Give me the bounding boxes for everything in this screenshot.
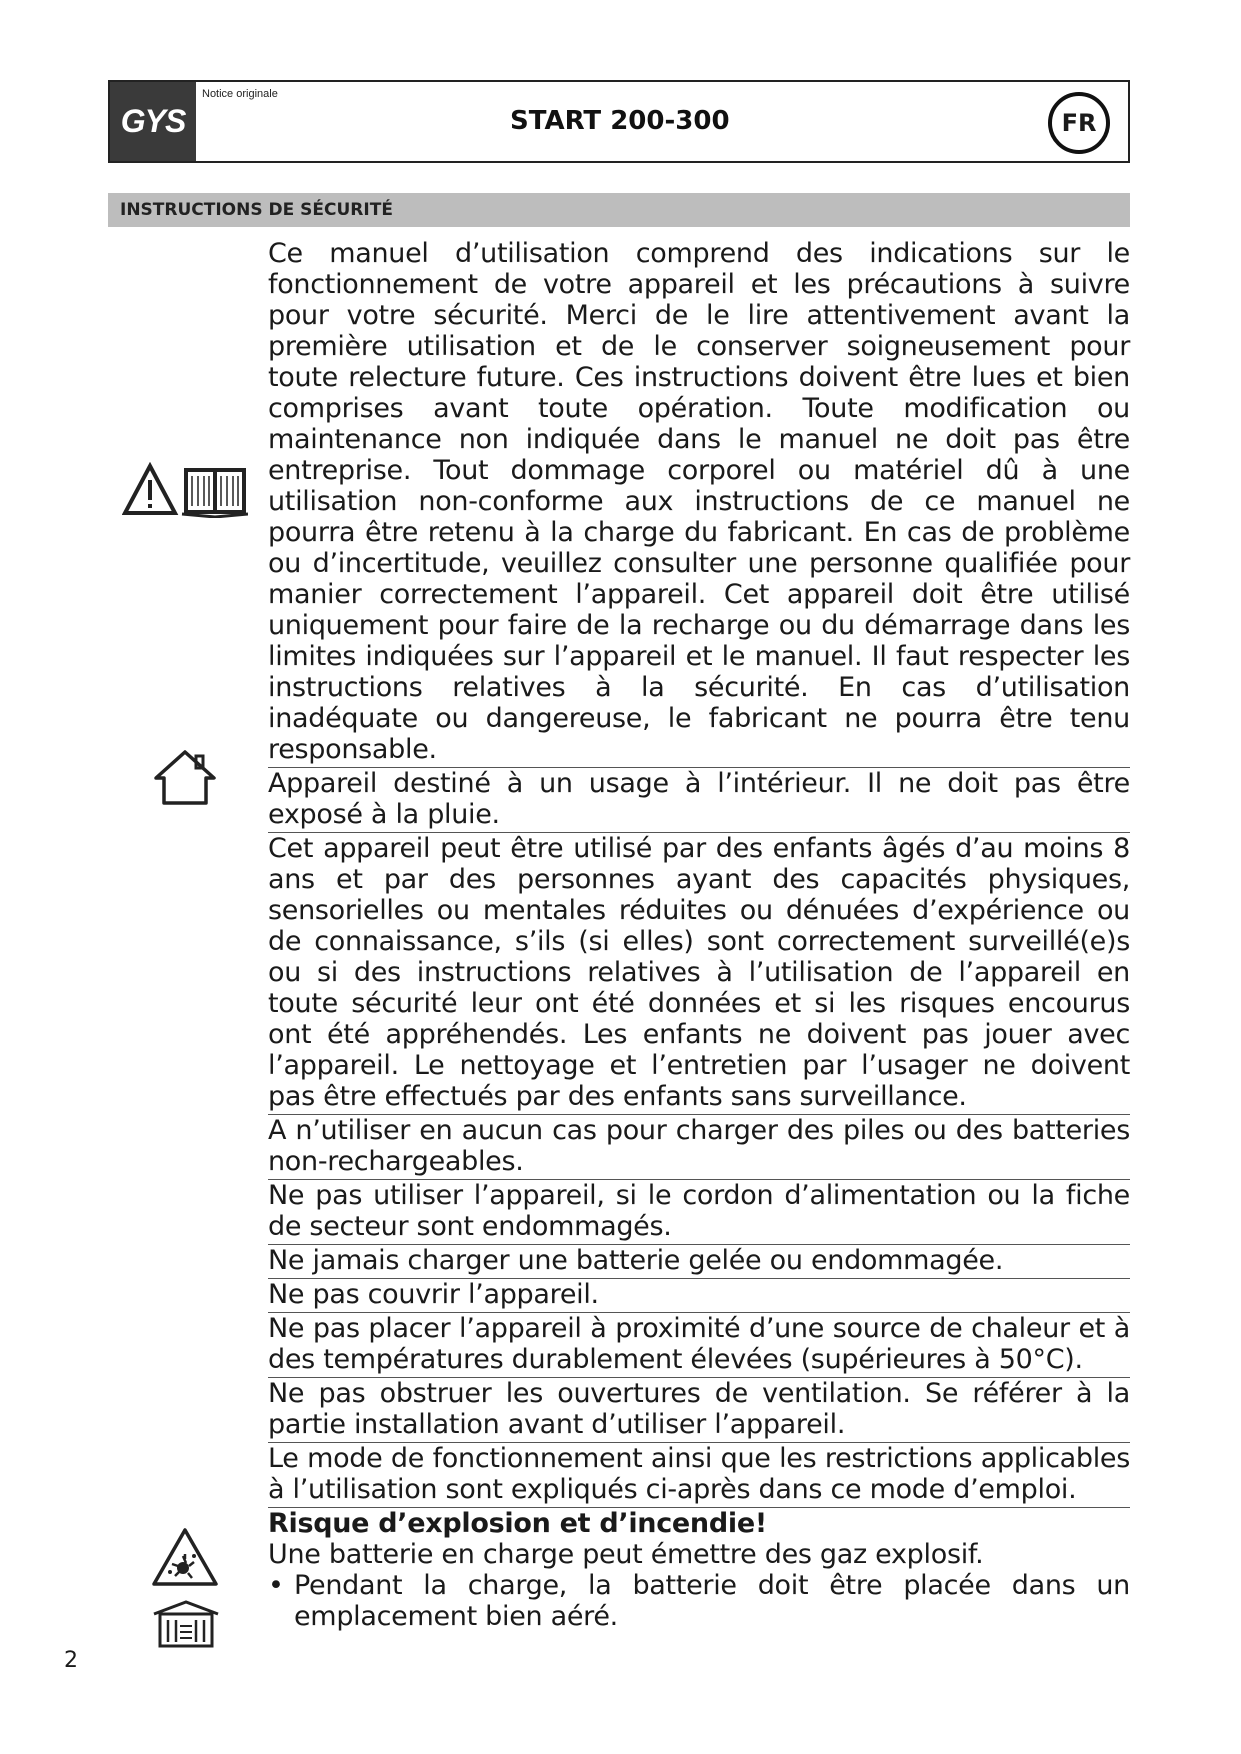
paragraph: Ce manuel d’utilisation comprend des indications sur le fonctionnement de votre appareil et les précautions à suivre pour votre sécurité. Merci de le lire attentivement avant la première utilisation et de le conserver soigneusement pour toute relecture future. Ces instructions doivent être lues et bien comprises avant toute opération. Toute modification ou maintenance non indiquée dans le manuel ne doit pas être entreprise. Tout dommage corporel ou matériel dû à une utilisation non-conforme aux instructions de ce manuel ne pourra être retenu à la charge du fabricant. En cas de problème ou d’incertitude, veuillez consulter une personne qualifiée pour manier correctement l’appareil. Cet appareil doit être utilisé uniquement pour faire de la recharge ou du démarrage dans les limites indiquées sur l’appareil et le manuel. Il faut respecter les instructions relatives à la sécurité. En cas d’utilisation inadéquate ou dangereuse, le fabricant ne pourra être tenu responsable. <box>268 238 1130 765</box>
logo-text: GYS <box>120 103 186 139</box>
indoor-house-icon <box>152 748 218 806</box>
paragraph: A n’utiliser en aucun cas pour charger des piles ou des batteries non-rechargeables. <box>268 1115 1130 1177</box>
page-number: 2 <box>64 1648 78 1673</box>
paragraph: Ne pas obstruer les ouvertures de ventilation. Se référer à la partie installation avant d’utiliser l’appareil. <box>268 1378 1130 1440</box>
power-cord-block <box>268 1180 1130 1245</box>
paragraph: Cet appareil peut être utilisé par des enfants âgés d’au moins 8 ans et par des personnes ayant des capacités physiques, sensorielles ou mentales réduites ou dénuées d’expérience ou de connaissance, s’ils (si elles) sont correctement surveillé(e)s ou si des instructions relatives à l’utilisation de l’appareil en toute sécurité leur ont été données et si les risques encourus ont été appréhendés. Les enfants ne doivent pas jouer avec l’appareil. Le nettoyage et l’entretien par l’usager ne doivent pas être effectués par des enfants sans surveillance. <box>268 833 1130 1112</box>
frozen-battery-block <box>268 1245 1130 1279</box>
children-block <box>268 833 1130 1115</box>
heat-source-block <box>268 1313 1130 1378</box>
ventilation-block <box>268 1378 1130 1443</box>
language-badge: FR <box>1048 92 1110 154</box>
section-header <box>108 193 1130 227</box>
notice-label: Notice originale <box>202 88 278 100</box>
model-title: START 200-300 <box>510 106 730 136</box>
warning-manual-icon <box>122 462 248 518</box>
cover-block <box>268 1279 1130 1313</box>
bullet-dot: • <box>268 1570 284 1601</box>
explosion-warning-icon <box>150 1526 220 1588</box>
explosion-title: Risque d’explosion et d’incendie! <box>268 1508 767 1539</box>
paragraph: Le mode de fonctionnement ainsi que les restrictions applicables à l’utilisation sont expliqués ci-après dans ce mode d’emploi. <box>268 1443 1130 1505</box>
list-item <box>268 1570 1130 1632</box>
paragraph: Ne jamais charger une batterie gelée ou endommagée. <box>268 1245 1004 1276</box>
document-header <box>108 80 1130 163</box>
indoor-use-block <box>268 768 1130 833</box>
paragraph: Appareil destiné à un usage à l’intérieur. Il ne doit pas être exposé à la pluie. <box>268 768 1130 830</box>
operation-mode-block <box>268 1443 1130 1508</box>
ventilation-icon <box>150 1598 222 1650</box>
manual-instructions-block <box>268 238 1130 768</box>
section-title: INSTRUCTIONS DE SÉCURITÉ <box>120 200 393 220</box>
gys-logo <box>110 82 196 161</box>
batteries-block <box>268 1115 1130 1180</box>
explosion-text: Une batterie en charge peut émettre des gaz explosif. <box>268 1539 984 1570</box>
explosion-block <box>268 1508 1130 1634</box>
paragraph: Ne pas utiliser l’appareil, si le cordon d’alimentation ou la fiche de secteur sont endommagés. <box>268 1180 1130 1242</box>
paragraph: Ne pas couvrir l’appareil. <box>268 1279 599 1310</box>
bullet-text: Pendant la charge, la batterie doit être placée dans un emplacement bien aéré. <box>294 1570 1130 1632</box>
paragraph: Ne pas placer l’appareil à proximité d’une source de chaleur et à des températures durablement élevées (supérieures à 50°C). <box>268 1313 1130 1375</box>
safety-content <box>268 238 1130 1634</box>
